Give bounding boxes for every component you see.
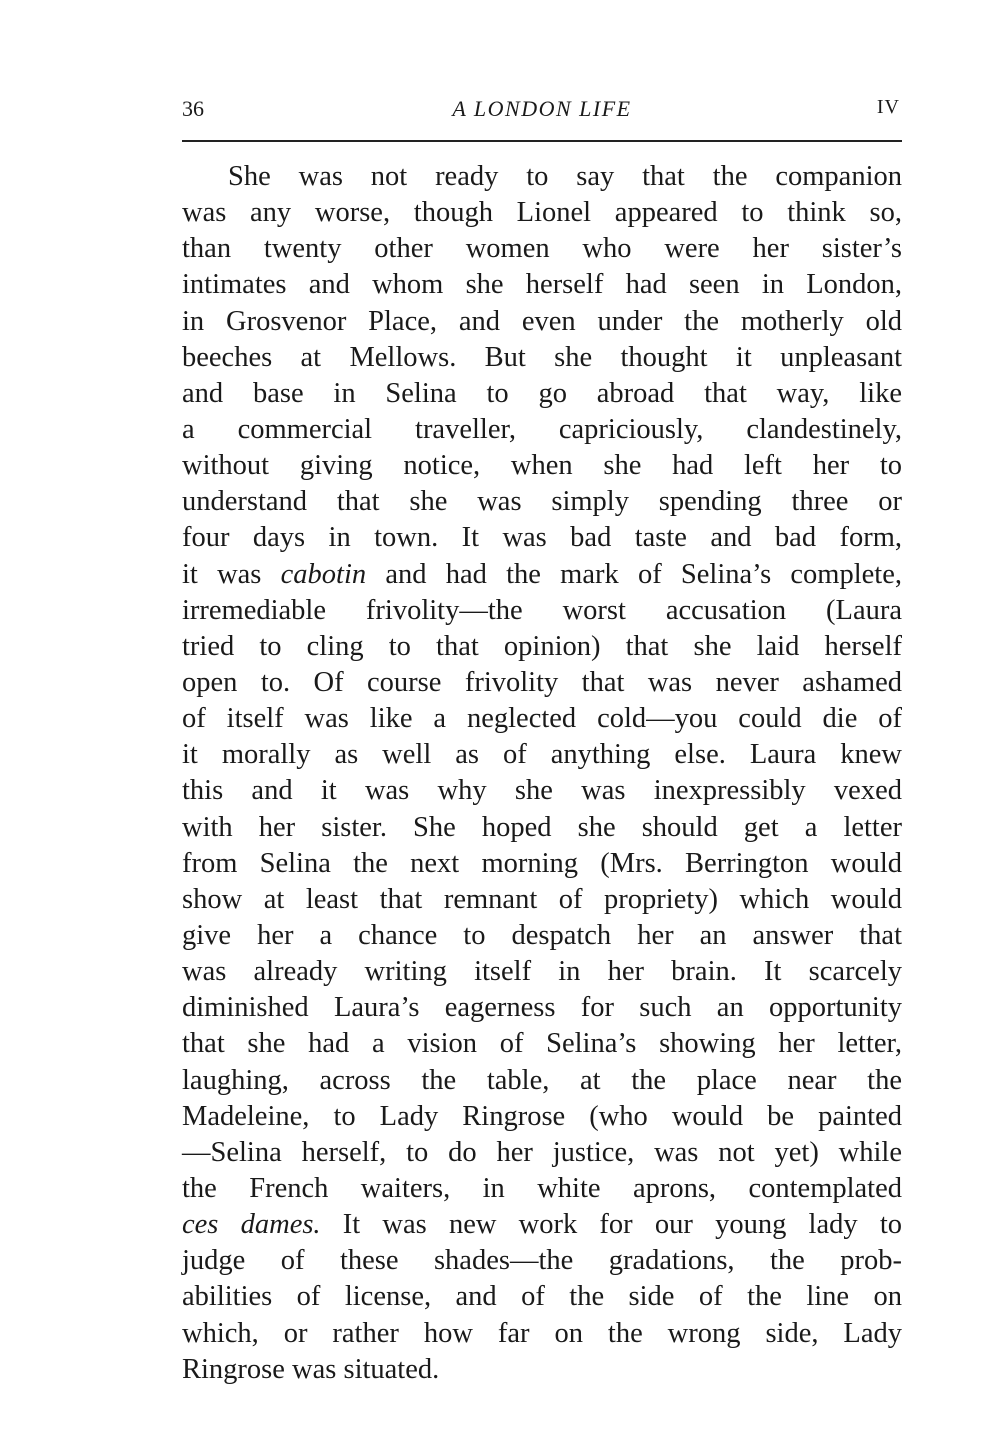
text-line — [182, 304, 902, 340]
text-segment: was already writing itself in her brain. It scarcely — [182, 956, 902, 988]
text-line — [182, 954, 902, 990]
text-segment: tried to cling to that opinion) that she laid herself — [182, 630, 902, 662]
text-line — [182, 376, 902, 412]
italic-phrase: ces dames. — [182, 1209, 321, 1241]
text-segment: laughing, across the table, at the place near the — [182, 1064, 902, 1096]
text-line — [182, 882, 902, 918]
text-segment: which, or rather how far on the wrong side, Lady — [182, 1317, 902, 1349]
text-segment: this and it was why she was inexpressibly vexed — [182, 775, 902, 807]
text-segment: of itself was like a neglected cold—you could die of — [182, 703, 902, 735]
text-segment: understand that she was simply spending three or — [182, 486, 902, 518]
running-title: A LONDON LIFE — [452, 96, 632, 121]
text-segment: abilities of license, and of the side of the line on — [182, 1281, 902, 1313]
text-line — [182, 773, 902, 809]
text-line — [182, 448, 902, 484]
text-segment: Madeleine, to Lady Ringrose (who would be painted — [182, 1100, 902, 1132]
text-line — [182, 990, 902, 1026]
text-segment: it was — [182, 558, 281, 590]
text-segment: the French waiters, in white aprons, contemplated — [182, 1172, 902, 1204]
text-segment: irremediable frivolity—the worst accusation (Laura — [182, 594, 902, 626]
text-line — [182, 918, 902, 954]
text-line — [182, 340, 902, 376]
chapter-numeral: IV — [876, 96, 900, 118]
italic-phrase: cabotin — [280, 558, 367, 590]
text-segment: intimates and whom she herself had seen in London, — [182, 269, 902, 301]
text-line — [182, 195, 902, 231]
text-line — [182, 520, 902, 556]
text-segment: was any worse, though Lionel appeared to think so, — [182, 197, 902, 229]
text-line — [182, 1243, 902, 1279]
text-segment: She was not ready to say that the companion — [228, 161, 902, 192]
text-line — [182, 1099, 902, 1135]
text-line — [182, 701, 902, 737]
text-segment: that she had a vision of Selina’s showing her letter, — [182, 1028, 902, 1060]
text-line — [182, 593, 902, 629]
text-segment: Ringrose was situated. — [182, 1353, 440, 1385]
text-line — [182, 412, 902, 448]
text-line — [182, 846, 902, 882]
text-segment: than twenty other women who were her sister’s — [182, 233, 902, 265]
text-line — [182, 1207, 902, 1243]
text-line — [182, 1279, 902, 1315]
text-line — [182, 1316, 902, 1352]
text-segment: It was new work for our young lady to — [320, 1209, 902, 1241]
text-segment: a commercial traveller, capriciously, clandestinely, — [182, 413, 902, 445]
text-line — [182, 665, 902, 701]
text-line — [182, 1352, 902, 1388]
book-page — [182, 96, 902, 1388]
running-head — [182, 96, 902, 132]
text-line — [182, 1026, 902, 1062]
text-segment: without giving notice, when she had left her to — [182, 450, 902, 482]
text-line — [182, 484, 902, 520]
text-segment: it morally as well as of anything else. Laura knew — [182, 739, 902, 771]
text-segment: from Selina the next morning (Mrs. Berrington would — [182, 847, 902, 879]
text-line — [182, 1135, 902, 1171]
text-line — [182, 159, 902, 195]
text-line — [182, 231, 902, 267]
text-line — [182, 1063, 902, 1099]
text-segment: four days in town. It was bad taste and bad form, — [182, 522, 902, 554]
text-segment: and base in Selina to go abroad that way, like — [182, 377, 902, 409]
text-segment: open to. Of course frivolity that was never ashamed — [182, 666, 902, 698]
text-line — [182, 629, 902, 665]
text-segment: beeches at Mellows. But she thought it unpleasant — [182, 341, 902, 373]
text-line — [182, 1171, 902, 1207]
text-line — [182, 737, 902, 773]
text-segment: show at least that remnant of propriety) which would — [182, 883, 902, 915]
text-segment: give her a chance to despatch her an answer that — [182, 919, 902, 951]
text-segment: —Selina herself, to do her justice, was not yet) while — [182, 1136, 902, 1168]
text-segment: judge of these shades—the gradations, the prob- — [182, 1245, 902, 1277]
text-segment: diminished Laura’s eagerness for such an opportunity — [182, 992, 902, 1024]
text-line — [182, 557, 902, 593]
header-rule — [182, 140, 902, 142]
text-line — [182, 267, 902, 303]
body-text — [182, 159, 902, 1388]
text-segment: with her sister. She hoped she should get a letter — [182, 811, 902, 843]
text-segment: in Grosvenor Place, and even under the motherly old — [182, 305, 902, 337]
text-segment: and had the mark of Selina’s complete, — [366, 558, 902, 590]
text-line — [182, 810, 902, 846]
page-number: 36 — [182, 96, 204, 121]
